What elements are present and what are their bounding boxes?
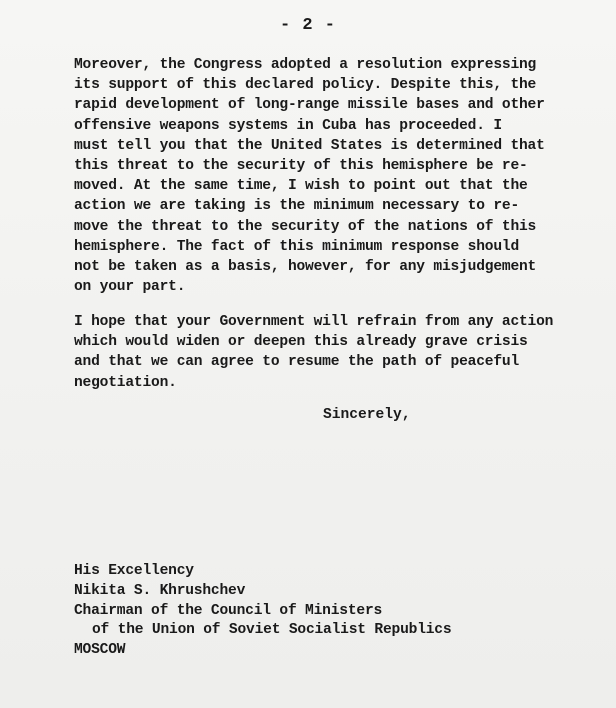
text-line: not be taken as a basis, however, for any misjudgement [74,258,537,275]
addressee-position-continued: of the Union of Soviet Socialist Republics [92,622,452,639]
text-line: its support of this declared policy. Despite this, the [74,77,537,94]
closing-salutation: Sincerely, [323,407,411,423]
text-line: this threat to the security of this hemisphere be re- [74,157,528,174]
page-number: - 2 - [279,16,336,35]
text-line: hemisphere. The fact of this minimum response should [74,238,519,255]
text-line: offensive weapons systems in Cuba has proceeded. I [74,117,502,134]
text-line: I hope that your Government will refrain from any action [74,314,554,330]
addressee-position: Chairman of the Council of Ministers [74,602,383,619]
paragraph-1 [74,55,574,297]
text-line: action we are taking is the minimum necessary to re- [74,198,519,215]
text-line: on your part. [74,279,186,296]
text-line: Moreover, the Congress adopted a resolution expressing [74,57,537,73]
text-line: moved. At the same time, I wish to point out that the [74,178,528,195]
text-line: which would widen or deepen this already grave crisis [74,334,528,351]
text-line: and that we can agree to resume the path of peaceful [74,354,519,371]
addressee-city: MOSCOW [74,642,126,659]
text-line: negotiation. [74,374,177,391]
addressee-block [74,562,451,661]
paragraph-2 [74,312,574,393]
text-line: must tell you that the United States is determined that [74,137,545,154]
text-line: move the threat to the security of the nations of this [74,218,537,235]
addressee-name: Nikita S. Khrushchev [74,582,246,599]
text-line: rapid development of long-range missile bases and other [74,97,545,114]
addressee-title: His Excellency [74,563,194,579]
